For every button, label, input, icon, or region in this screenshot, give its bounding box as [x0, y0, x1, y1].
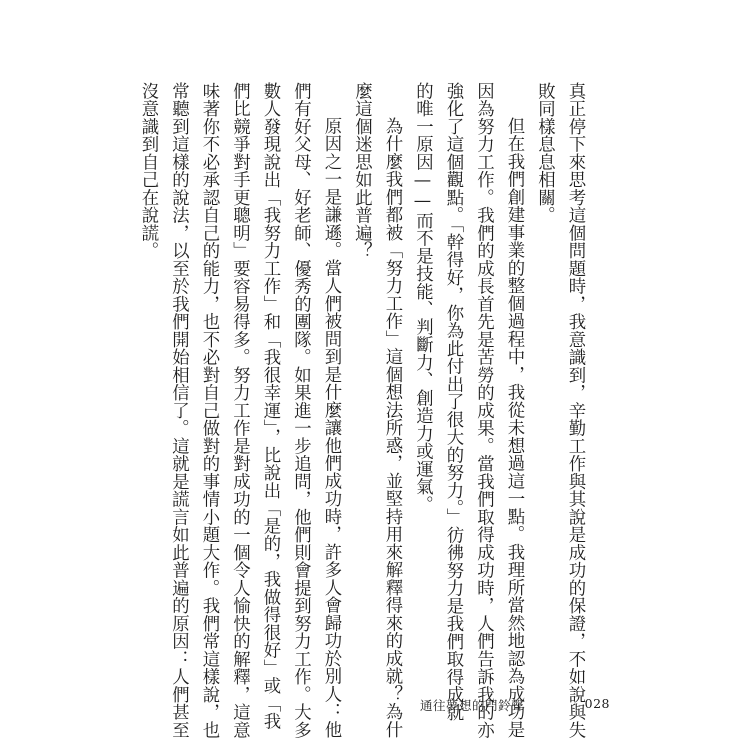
- text-line: 原因之一是謙遜。當人們被問到是什麼讓他們成功時，許多人會歸功於別人：他: [321, 116, 341, 739]
- text-line: 們有好父母、好老師、優秀的團隊。如果進一步追問，他們則會提到努力工作。大多: [290, 82, 311, 739]
- paragraph: [529, 82, 590, 739]
- text-line: 因為努力工作。我們的成長首先是苦勞的成果。當我們取得成功時，人們告訴我的亦: [473, 82, 494, 739]
- text-line: 數人發現說出「我努力工作」和「我很幸運」，比說出「是的，我做得很好」或「我: [260, 82, 280, 731]
- text-line: 敗同樣息息相關。: [534, 82, 555, 224]
- text-line: 們比競爭對手更聰明」要容易得多。努力工作是對成功的一個令人愉快的解釋，這意: [229, 82, 250, 739]
- text-line: 的唯一原因——而不是技能、判斷力、創造力或運氣。: [412, 82, 433, 514]
- text-line: 但在我們創建事業的整個過程中，我從未想過這一點。我理所當然地認為成功是: [504, 116, 524, 739]
- text-line: 味著你不必承認自己的能力，也不必對自己做對的事情小題大作。我們常這樣說，也: [199, 82, 219, 739]
- paragraph: [133, 82, 347, 739]
- text-line: 為什麼我們都被「努力工作」這個想法所惑，並堅持用來解釋得來的成就？為什: [382, 116, 402, 739]
- running-title: 通往夢想的門鈴聲: [420, 698, 525, 713]
- text-line: 常聽到這樣的說法，以至於我們開始相信了。這就是謊言如此普遍的原因：人們甚至: [168, 82, 189, 739]
- text-line: 強化了這個觀點。「幹得好，你為此付出了很大的努力。」彷彿努力是我們取得成就: [443, 82, 463, 722]
- text-line: 沒意識到自己在說謊。: [138, 82, 158, 260]
- text-line: 麼這個迷思如此普遍？: [351, 82, 372, 260]
- page-footer: [420, 696, 610, 716]
- page-number: 028: [584, 696, 610, 711]
- paragraph: [346, 82, 407, 739]
- text-line: 真正停下來思考這個問題時，我意識到，辛勤工作與其說是成功的保證，不如說與失: [565, 82, 585, 739]
